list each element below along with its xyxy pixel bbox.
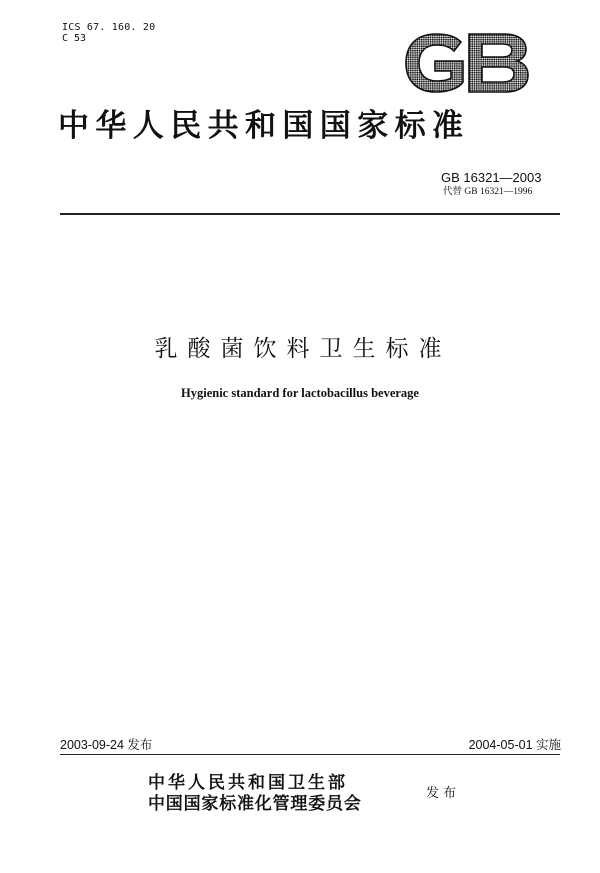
ccs-code: C 53 [62, 33, 87, 44]
replaces-standard: 代替 GB 16321—1996 [443, 187, 533, 197]
standard-title-cn: 乳酸菌饮料卫生标准 [154, 336, 452, 362]
issuer-standardization-administration: 中国国家标准化管理委员会 [148, 794, 362, 814]
standard-title-en: Hygienic standard for lactobacillus beverage [181, 386, 419, 400]
standard-number: GB 16321—2003 [441, 170, 542, 185]
logo-text: GB [466, 72, 468, 73]
gb-logo [403, 32, 531, 94]
ics-code: ICS 67. 160. 20 [62, 22, 156, 33]
header-divider [60, 213, 560, 215]
national-standard-title: 中华人民共和国国家标准 [58, 108, 470, 144]
publish-label: 发布 [426, 786, 461, 801]
issuer-ministry-of-health: 中华人民共和国卫生部 [148, 773, 348, 793]
issue-date: 2003-09-24 发布 [60, 738, 153, 752]
implementation-date: 2004-05-01 实施 [468, 738, 561, 752]
footer-divider [60, 754, 560, 755]
